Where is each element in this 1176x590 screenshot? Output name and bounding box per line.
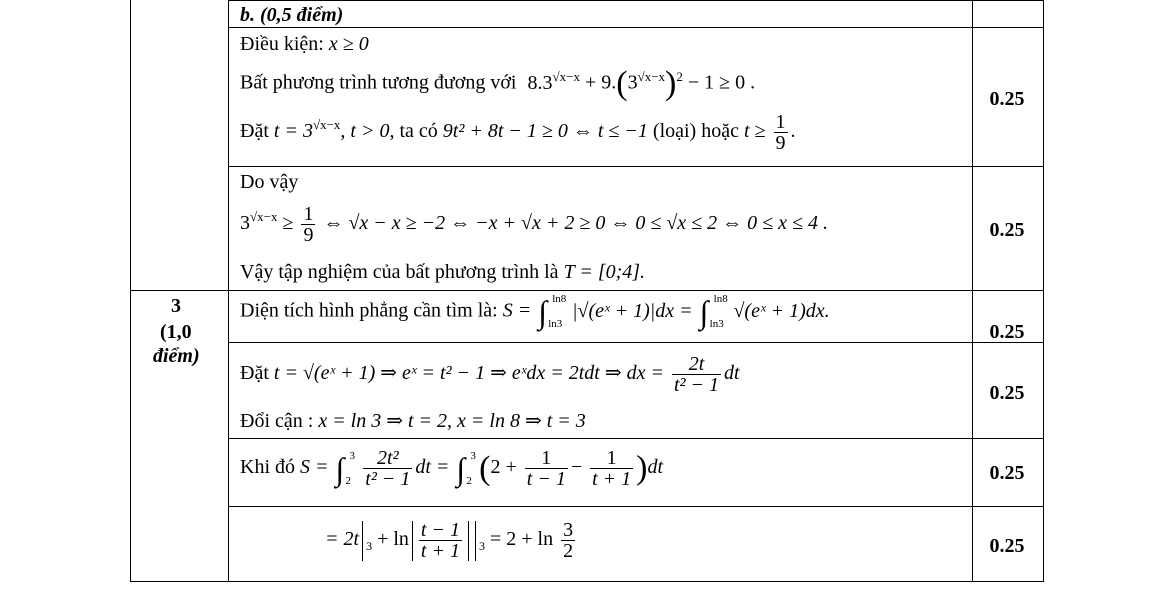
row-line xyxy=(130,581,1044,582)
row-line xyxy=(130,290,1044,291)
table-border-left xyxy=(130,0,131,582)
fraction-numerator: 2t xyxy=(672,354,721,375)
q3-sub-dt: dt xyxy=(724,362,740,385)
inequality-chain xyxy=(240,204,828,245)
lower-limit: ln3 xyxy=(709,318,724,330)
area-int2: √(eˣ + 1)dx. xyxy=(733,299,830,322)
question-points: (1,0 xyxy=(160,321,192,343)
integral-sign: ∫ ln8 ln3 xyxy=(699,293,728,330)
score-cell: 0.25 xyxy=(989,88,1025,110)
substitution-line: Đặt $t = 3^{√x-x}$, t > 0, ta có 9t² + 8t − 1 ≥ 0 ⇔ t ≤ −1 (loại) hoặc t ≥ $\frac{1}{9}$ . xyxy=(240,111,796,154)
fraction-1-t-plus-1 xyxy=(590,448,633,489)
fraction-numerator: 1 xyxy=(590,448,633,469)
lower-limit: 2 xyxy=(345,474,351,487)
fraction-ratio xyxy=(419,520,462,561)
lower-limit: 2 xyxy=(466,474,472,487)
khi-two: 2 + xyxy=(490,456,517,479)
eval-bar xyxy=(362,521,363,561)
eq-exponent-2: √x−x xyxy=(637,68,666,84)
condition-expr: x ≥ 0 xyxy=(328,33,369,55)
fraction-denominator: 9 xyxy=(775,132,786,154)
sub-hoac: hoặc xyxy=(701,120,739,143)
sub-loai: (loại) xyxy=(652,120,697,143)
upper-limit: 3 xyxy=(470,449,476,462)
eq-exponent: √x−x xyxy=(552,68,580,84)
sub-mid: , ta có xyxy=(389,120,438,143)
fraction-2t xyxy=(672,354,721,395)
bounds-expr: x = ln 3 ⇒ t = 2, x = ln 8 ⇒ t = 3 xyxy=(318,410,586,432)
q3-sub-expr: t = √(eˣ + 1) ⇒ eˣ = t² − 1 ⇒ eˣdx = 2tdt ⇒ dx = xyxy=(273,362,664,385)
fraction-numerator: 3 xyxy=(563,519,574,541)
upper-limit: 3 xyxy=(478,539,485,554)
sub-b: , t > 0 xyxy=(340,120,390,143)
equivalent-line xyxy=(240,67,755,101)
row-line xyxy=(228,0,1043,1)
score-cell: 0.25 xyxy=(989,382,1025,404)
solution-set-line xyxy=(240,262,645,282)
fraction-2t2 xyxy=(363,448,412,489)
khi-dt: dt = xyxy=(415,456,450,479)
row-line xyxy=(228,506,1043,507)
result-c: = 2 + ln xyxy=(489,528,554,551)
result-b: + ln xyxy=(377,528,409,551)
area-s: S = xyxy=(502,299,532,322)
q3-substitution-line xyxy=(240,354,740,395)
row-line xyxy=(228,27,1043,28)
upper-limit: 3 xyxy=(349,449,355,462)
fraction-denominator: 9 xyxy=(303,224,314,246)
eq-part-b: + 9. xyxy=(584,71,617,94)
abs-bar xyxy=(468,521,469,561)
sub-c: 9t² + 8t − 1 ≥ 0 ⇔ t ≤ −1 xyxy=(442,120,648,143)
q3-sub-label: Đặt xyxy=(240,362,269,385)
bounds-line xyxy=(240,411,586,431)
ineq-c: ⇔ √x − x ≥ −2 ⇔ −x + √x + 2 ≥ 0 ⇔ 0 ≤ √x ≤ 2 ⇔ 0 ≤ x ≤ 4 . xyxy=(323,212,828,235)
result-a: = 2t xyxy=(325,528,360,551)
fraction-1-t-minus-1 xyxy=(525,448,568,489)
fraction-numerator: 1 xyxy=(525,448,568,469)
abs-bar xyxy=(412,521,413,561)
upper-limit: 3 xyxy=(366,539,373,554)
score-cell: 0.25 xyxy=(989,462,1025,484)
ineq-a: 3 xyxy=(240,212,250,235)
fraction-numerator: 1 xyxy=(775,111,786,133)
sub-label: Đặt xyxy=(240,120,269,143)
solution-set-label: Vậy tập nghiệm của bất phương trình là xyxy=(240,261,559,283)
result-line xyxy=(325,520,578,561)
condition-label: Điều kiện: xyxy=(240,33,324,55)
fraction-denominator: 2 xyxy=(563,540,574,562)
area-int1: |√(eˣ + 1)|dx = xyxy=(571,299,693,322)
paren-close: ) xyxy=(665,65,677,102)
bounds-label: Đổi cận : xyxy=(240,410,314,432)
part-b-header: b. (0,5 điểm) xyxy=(240,4,344,26)
row-line xyxy=(228,166,1043,167)
fraction-denominator: t + 1 xyxy=(592,468,632,490)
table-border-right xyxy=(1043,0,1044,582)
question-points-unit: điểm) xyxy=(153,345,200,367)
table-divider-col1 xyxy=(228,0,229,582)
ineq-b: ≥ xyxy=(282,212,294,235)
upper-limit: ln8 xyxy=(713,293,728,305)
fraction-numerator: t − 1 xyxy=(420,519,460,541)
solution-set: T = [0;4]. xyxy=(563,261,646,283)
fraction-1-9 xyxy=(301,204,315,245)
sub-d: t ≥ xyxy=(743,120,766,143)
eq-part-a: 8.3 xyxy=(527,71,553,94)
do-vay-label: Do vậy xyxy=(240,171,299,193)
row-line xyxy=(228,438,1043,439)
eq-part-c: 3 xyxy=(627,71,638,94)
ineq-exponent: √x−x xyxy=(250,209,278,225)
fraction-1-9 xyxy=(774,112,788,153)
integral-sign: ∫ 3 2 xyxy=(456,449,476,487)
eval-bar xyxy=(475,521,476,561)
khi-do-line xyxy=(240,448,663,489)
question-number: 3 xyxy=(171,295,181,317)
khi-s: S = xyxy=(300,456,329,479)
fraction-numerator: 1 xyxy=(303,203,314,225)
eq-part-d: − 1 ≥ 0 . xyxy=(687,71,756,94)
area-line xyxy=(240,293,830,330)
row-line xyxy=(228,342,1043,343)
score-cell: 0.25 xyxy=(989,535,1025,557)
equivalent-label: Bất phương trình tương đương với xyxy=(240,71,517,94)
paren-open: ( xyxy=(479,449,491,487)
sub-a: t = 3 xyxy=(273,120,313,143)
fraction-denominator: t² − 1 xyxy=(365,468,411,490)
area-label: Diện tích hình phẳng cần tìm là: xyxy=(240,299,498,322)
sub-exponent: √x−x xyxy=(312,117,341,133)
paren-open: ( xyxy=(616,65,628,102)
integral-sign: ∫ ln8 ln3 xyxy=(538,293,567,330)
khi-minus: − xyxy=(570,456,583,479)
fraction-denominator: t − 1 xyxy=(526,468,566,490)
khi-label: Khi đó xyxy=(240,456,295,479)
score-cell: 0.25 xyxy=(989,219,1025,241)
condition-line xyxy=(240,34,369,54)
fraction-denominator: t + 1 xyxy=(420,540,460,562)
paren-close: ) xyxy=(636,449,648,487)
eq-square: 2 xyxy=(676,68,683,84)
lower-limit: ln3 xyxy=(548,318,563,330)
integral-sign: ∫ 3 2 xyxy=(335,449,355,487)
score-cell: 0.25 xyxy=(989,321,1025,343)
upper-limit: ln8 xyxy=(552,293,567,305)
fraction-numerator: 2t² xyxy=(363,448,412,469)
khi-dt2: dt xyxy=(647,456,664,479)
fraction-3-2 xyxy=(561,520,575,561)
fraction-denominator: t² − 1 xyxy=(673,374,720,396)
